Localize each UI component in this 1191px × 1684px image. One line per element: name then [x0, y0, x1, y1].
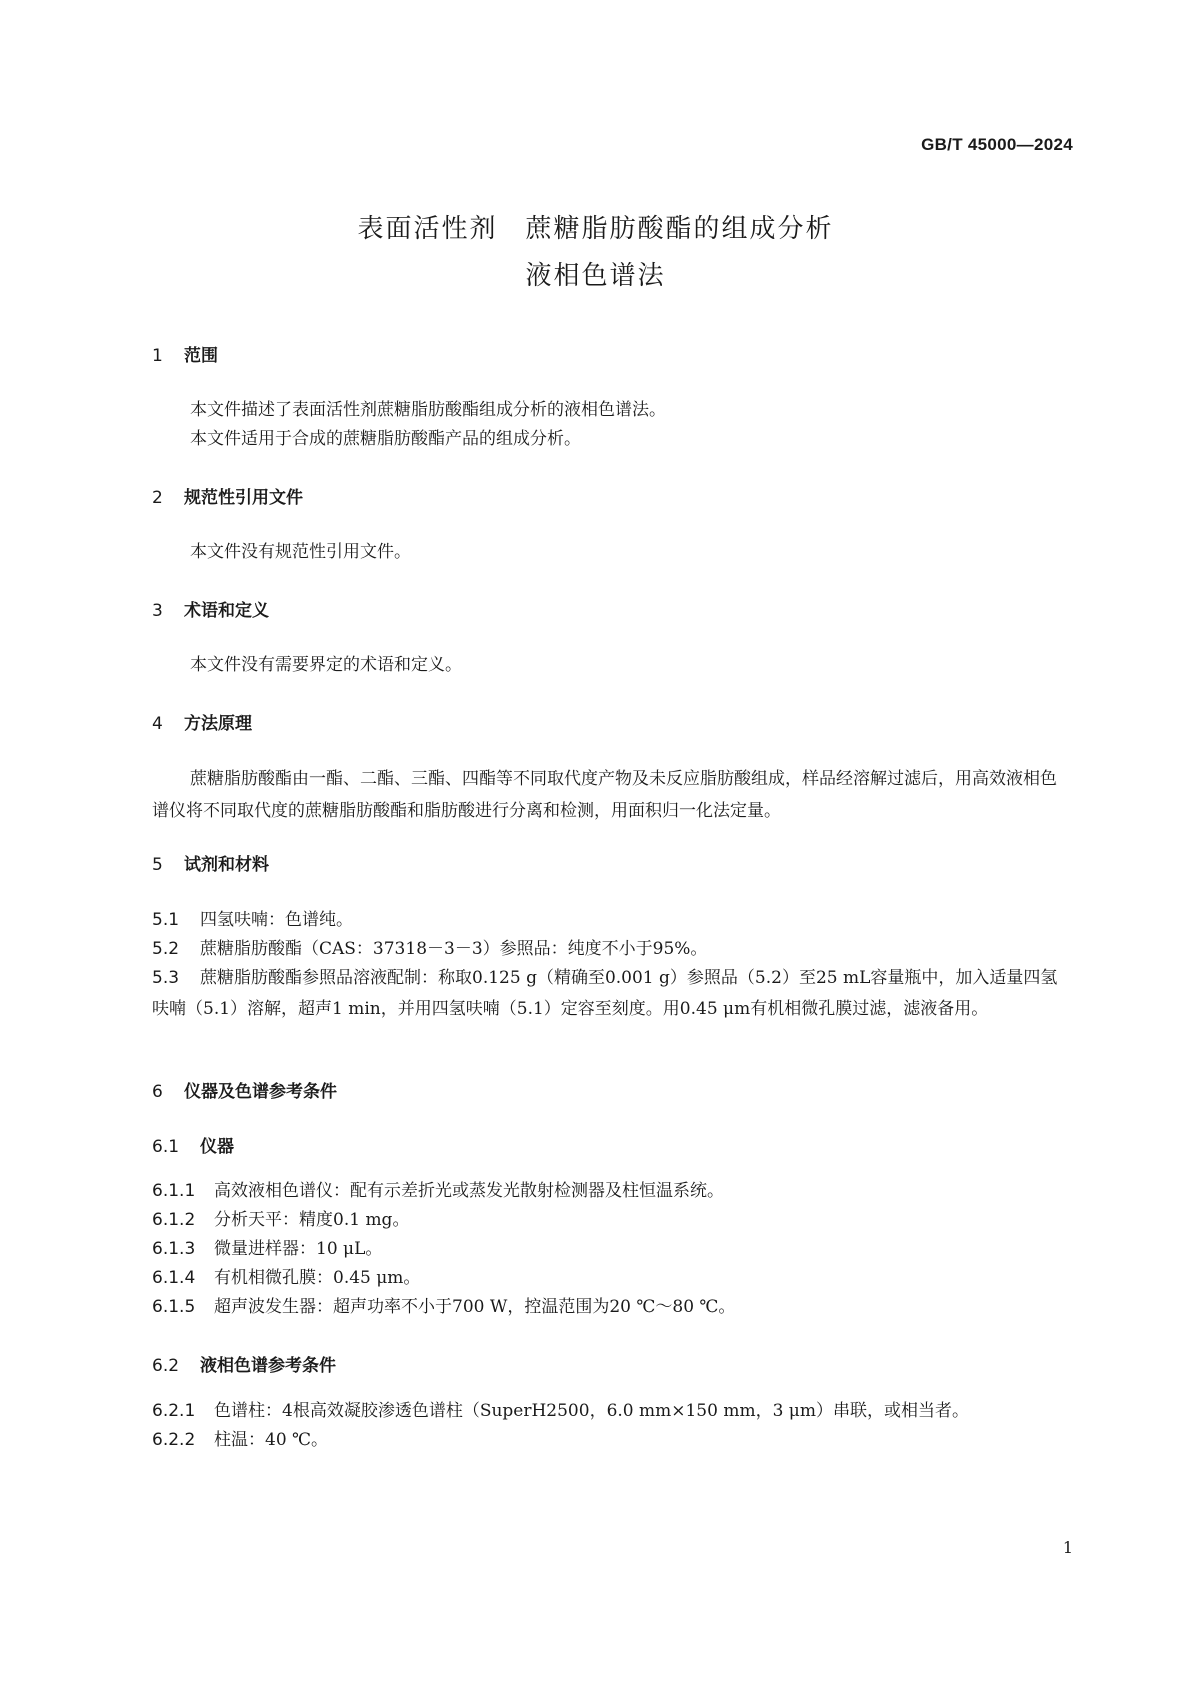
list-item	[152, 1176, 1062, 1206]
standard-code: GB/T 45000—2024	[921, 135, 1073, 154]
paragraph: 本文件描述了表面活性剂蔗糖脂肪酸酯组成分析的液相色谱法。	[190, 400, 666, 420]
page-number: 1	[1062, 1538, 1073, 1557]
section-number: 6	[152, 1082, 163, 1102]
section-number: 6.1	[152, 1137, 180, 1157]
section-heading-1	[152, 341, 218, 366]
item-number: 6.2.2	[152, 1430, 196, 1450]
list-item	[152, 1205, 1062, 1235]
item-text: 高效液相色谱仪：配有示差折光或蒸发光散射检测器及柱恒温系统。	[214, 1181, 724, 1201]
section-number: 5	[152, 855, 163, 875]
section-title: 范围	[184, 346, 218, 366]
item-number: 5.3	[152, 968, 180, 988]
item-number: 6.1.5	[152, 1297, 196, 1317]
item-text: 分析天平：精度0.1 mg。	[214, 1210, 410, 1230]
subsection-heading-6-2	[152, 1351, 336, 1376]
list-item	[152, 934, 1062, 964]
section-title: 仪器	[200, 1137, 234, 1157]
document-title: 表面活性剂 蔗糖脂肪酸酯的组成分析	[357, 214, 834, 244]
item-text: 色谱柱：4根高效凝胶渗透色谱柱（SuperH2500，6.0 mm×150 mm，3 μm）串联，或相当者。	[214, 1401, 969, 1421]
item-text: 超声波发生器：超声功率不小于700 W，控温范围为20 ℃～80 ℃。	[214, 1297, 736, 1317]
paragraph: 本文件没有需要界定的术语和定义。	[190, 655, 462, 675]
item-number: 5.2	[152, 939, 180, 959]
list-item	[152, 1396, 1062, 1426]
section-title: 规范性引用文件	[184, 488, 303, 508]
section-number: 2	[152, 488, 163, 508]
section-title: 液相色谱参考条件	[200, 1356, 336, 1376]
section-heading-3	[152, 596, 269, 621]
item-text: 蔗糖脂肪酸酯（CAS：37318－3－3）参照品：纯度不小于95%。	[200, 939, 708, 959]
section-title: 术语和定义	[184, 601, 269, 621]
item-number: 6.1.3	[152, 1239, 196, 1259]
section-heading-6	[152, 1077, 337, 1102]
item-number: 5.1	[152, 910, 180, 930]
item-text: 四氢呋喃：色谱纯。	[200, 910, 353, 930]
section-heading-5	[152, 850, 269, 875]
paragraph: 蔗糖脂肪酸酯由一酯、二酯、三酯、四酯等不同取代度产物及未反应脂肪酸组成，样品经溶解过滤后，用高效液相色谱仪将不同取代度的蔗糖脂肪酸酯和脂肪酸进行分离和检测，用面积归一化法定量。	[152, 769, 1057, 821]
section-number: 6.2	[152, 1356, 180, 1376]
section-heading-4	[152, 709, 252, 734]
section-number: 3	[152, 601, 163, 621]
item-text: 柱温：40 ℃。	[214, 1430, 329, 1450]
subsection-heading-6-1	[152, 1132, 234, 1157]
item-text: 微量进样器：10 μL。	[214, 1239, 383, 1259]
item-text: 蔗糖脂肪酸酯参照品溶液配制：称取0.125 g（精确至0.001 g）参照品（5.2）至25 mL容量瓶中，加入适量四氢呋喃（5.1）溶解，超声1 min，并用四氢呋喃（5.1）定容至刻度。用0.45 μm有机相微孔膜过滤，滤液备用。	[152, 968, 1058, 1019]
section-title: 方法原理	[184, 714, 252, 734]
item-number: 6.1.1	[152, 1181, 196, 1201]
section-title: 仪器及色谱参考条件	[184, 1082, 337, 1102]
list-item	[152, 1263, 1062, 1293]
item-text: 有机相微孔膜：0.45 μm。	[214, 1268, 421, 1288]
document-subtitle: 液相色谱法	[525, 261, 666, 291]
item-number: 6.1.4	[152, 1268, 196, 1288]
item-number: 6.1.2	[152, 1210, 196, 1230]
item-number: 6.2.1	[152, 1401, 196, 1421]
section-title: 试剂和材料	[184, 855, 269, 875]
paragraph: 本文件适用于合成的蔗糖脂肪酸酯产品的组成分析。	[190, 429, 581, 449]
section-number: 4	[152, 714, 163, 734]
list-item	[152, 1234, 1062, 1264]
list-item	[152, 1425, 1062, 1455]
section-heading-2	[152, 483, 303, 508]
paragraph: 本文件没有规范性引用文件。	[190, 542, 411, 562]
list-item	[152, 1292, 1062, 1322]
list-item	[152, 963, 1062, 1025]
list-item	[152, 905, 1062, 935]
section-number: 1	[152, 346, 163, 366]
